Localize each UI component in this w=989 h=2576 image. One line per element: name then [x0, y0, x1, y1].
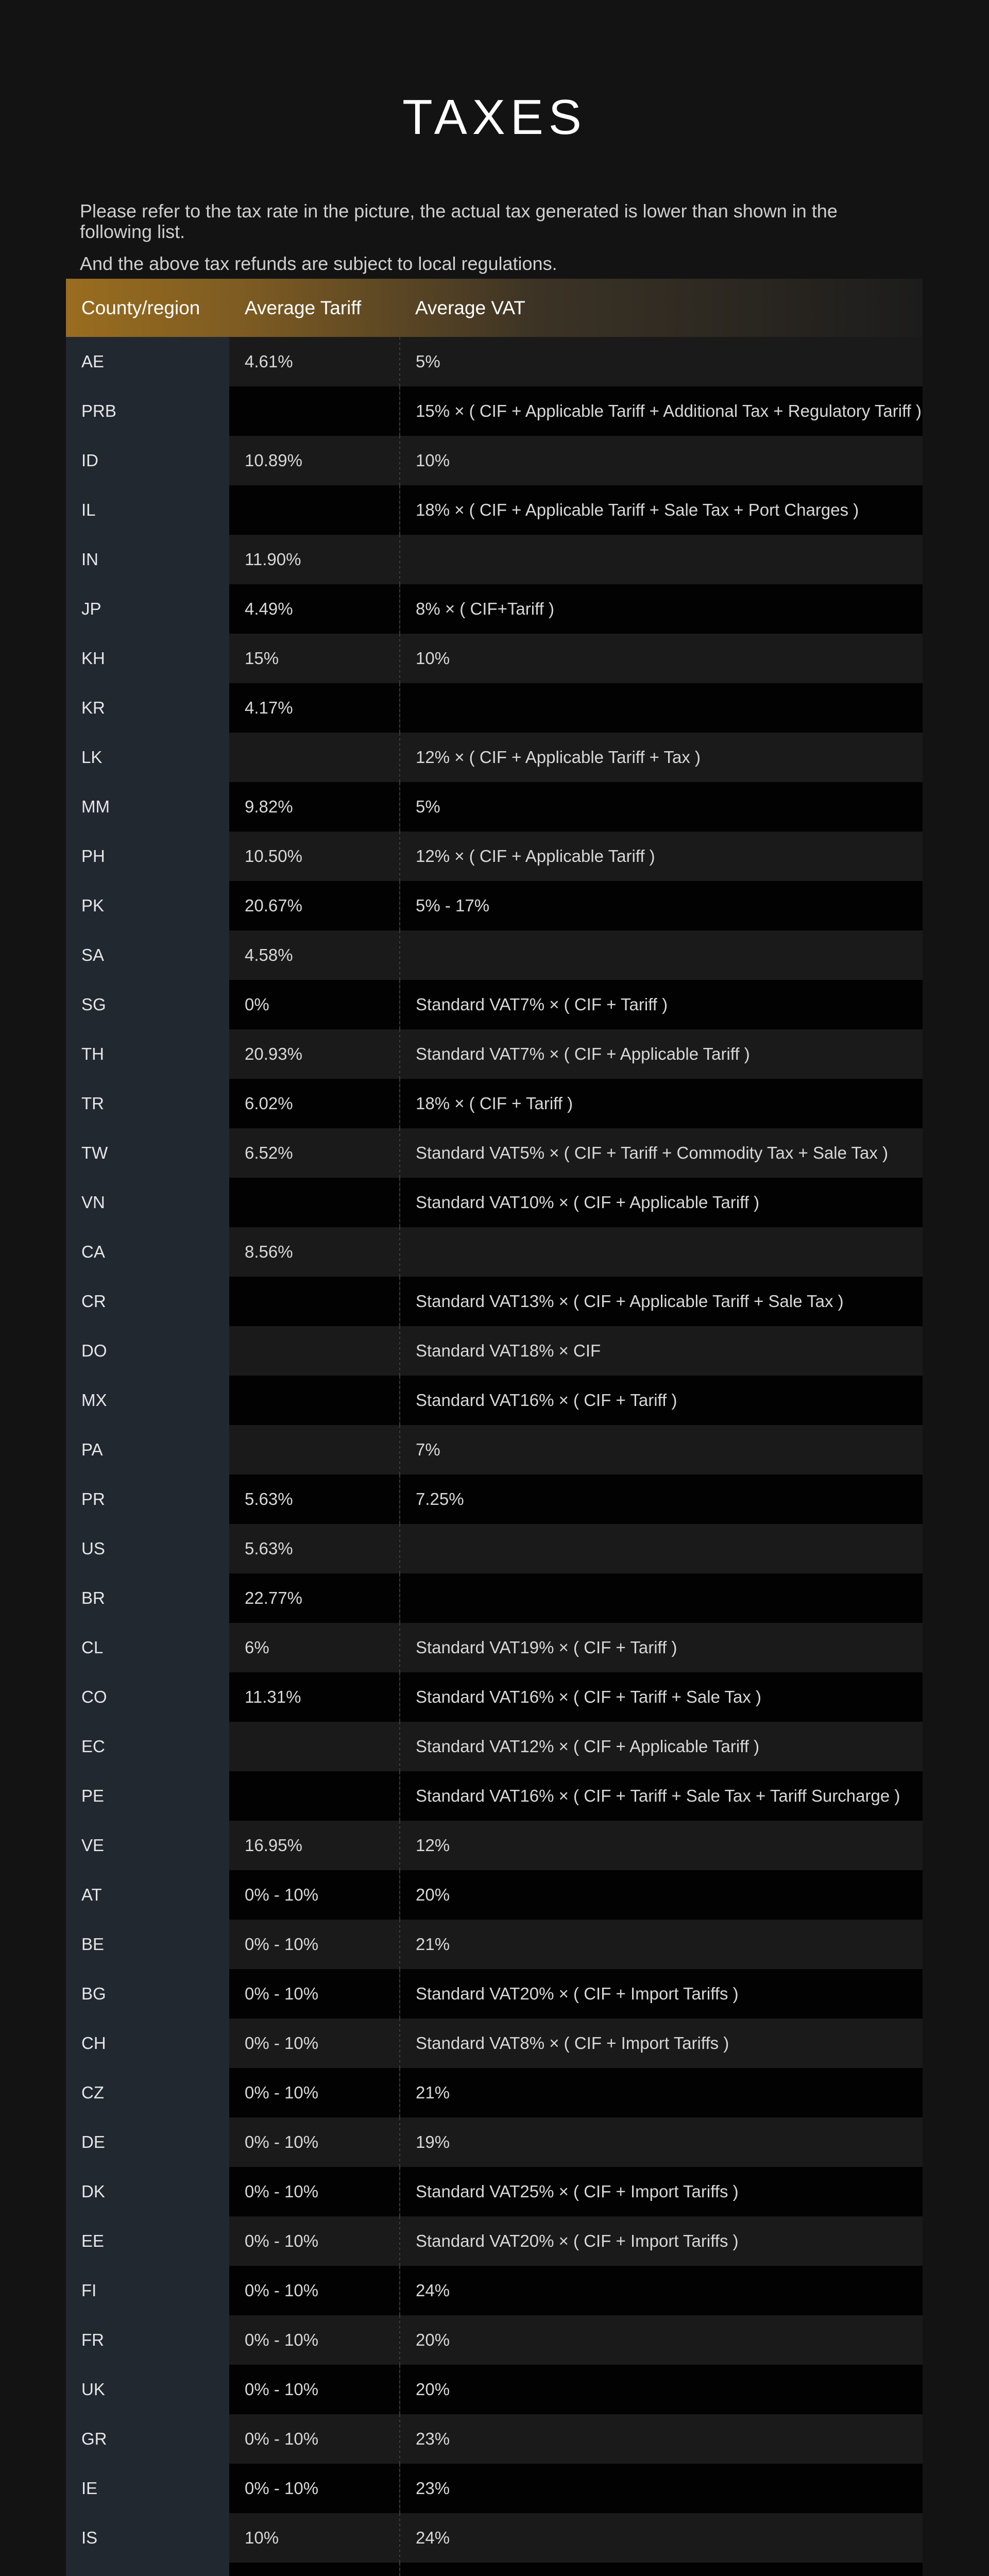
country-code-cell: KR — [66, 683, 229, 733]
average-tariff-cell — [229, 733, 400, 782]
table-row — [66, 683, 923, 733]
country-code-cell: CZ — [66, 2068, 229, 2117]
average-tariff-cell: 0% - 10% — [229, 1870, 400, 1920]
country-code-cell: GR — [66, 2414, 229, 2464]
average-tariff-cell: 0% - 10% — [229, 2068, 400, 2117]
table-row — [66, 1178, 923, 1227]
country-code-cell: PH — [66, 832, 229, 881]
country-code-cell: TW — [66, 1128, 229, 1178]
average-tariff-cell — [229, 1178, 400, 1227]
table-row — [66, 436, 923, 485]
table-row — [66, 1425, 923, 1475]
average-vat-cell: Standard VAT12% × ( CIF + Applicable Tariff ) — [400, 1722, 923, 1771]
average-vat-cell: 23% — [400, 2464, 923, 2513]
average-vat-cell: 18% × ( CIF + Applicable Tariff + Sale Tax + Port Charges ) — [400, 485, 923, 535]
country-code-cell: AE — [66, 337, 229, 386]
country-code-cell: JP — [66, 584, 229, 634]
average-vat-cell: 12% — [400, 1821, 923, 1870]
average-tariff-cell — [229, 485, 400, 535]
table-row — [66, 2513, 923, 2563]
table-row — [66, 1277, 923, 1326]
average-vat-cell: 20% — [400, 2365, 923, 2414]
notes-block — [80, 201, 914, 285]
average-tariff-cell: 0% - 10% — [229, 2117, 400, 2167]
average-tariff-cell: 10.89% — [229, 436, 400, 485]
average-vat-cell: 12% × ( CIF + Applicable Tariff + Tax ) — [400, 733, 923, 782]
average-vat-cell: 8% × ( CIF+Tariff ) — [400, 584, 923, 634]
table-row — [66, 1870, 923, 1920]
table-row — [66, 2019, 923, 2068]
country-code-cell: IN — [66, 535, 229, 584]
table-row — [66, 1821, 923, 1870]
country-code-cell: EE — [66, 2216, 229, 2266]
table-row — [66, 733, 923, 782]
average-vat-cell: Standard VAT20% × ( CIF + Import Tariffs ) — [400, 2216, 923, 2266]
average-vat-cell: Standard VAT10% × ( CIF + Applicable Tariff ) — [400, 1178, 923, 1227]
average-tariff-cell: 11.90% — [229, 535, 400, 584]
average-tariff-cell: 5.63% — [229, 1524, 400, 1573]
page-title: TAXES — [402, 90, 587, 145]
country-code-cell — [66, 2563, 229, 2576]
country-code-cell: AT — [66, 1870, 229, 1920]
country-code-cell: DE — [66, 2117, 229, 2167]
country-code-cell: ID — [66, 436, 229, 485]
average-vat-cell: 24% — [400, 2513, 923, 2563]
average-tariff-cell: 5.63% — [229, 1475, 400, 1524]
average-vat-cell: 24% — [400, 2266, 923, 2315]
country-code-cell: PE — [66, 1771, 229, 1821]
country-code-cell: US — [66, 1524, 229, 1573]
average-tariff-cell: 10% — [229, 2513, 400, 2563]
note-line: And the above tax refunds are subject to local regulations. — [80, 253, 557, 274]
country-code-cell: PA — [66, 1425, 229, 1475]
average-vat-cell: 5% — [400, 337, 923, 386]
table-row — [66, 634, 923, 683]
tax-table — [66, 279, 923, 2576]
average-tariff-cell — [229, 2563, 400, 2576]
average-tariff-cell: 6% — [229, 1623, 400, 1672]
average-vat-cell: Standard VAT18% × CIF — [400, 1326, 923, 1376]
table-row — [66, 782, 923, 832]
average-tariff-cell: 10.50% — [229, 832, 400, 881]
country-code-cell: CL — [66, 1623, 229, 1672]
country-code-cell: KH — [66, 634, 229, 683]
average-vat-cell: Standard VAT19% × ( CIF + Tariff ) — [400, 1623, 923, 1672]
country-code-cell: TH — [66, 1029, 229, 1079]
table-row — [66, 1475, 923, 1524]
header-country: County/region — [81, 297, 200, 318]
average-vat-cell: 21% — [400, 1920, 923, 1969]
table-row — [66, 485, 923, 535]
country-code-cell: FR — [66, 2315, 229, 2365]
average-tariff-cell — [229, 1425, 400, 1475]
header-average-vat: Average VAT — [415, 297, 525, 318]
table-row — [66, 1326, 923, 1376]
average-vat-cell: Standard VAT5% × ( CIF + Tariff + Commodity Tax + Sale Tax ) — [400, 1128, 923, 1178]
table-row — [66, 1524, 923, 1573]
average-tariff-cell: 0% - 10% — [229, 2365, 400, 2414]
table-row — [66, 1029, 923, 1079]
average-vat-cell — [400, 1227, 923, 1277]
average-tariff-cell: 0% - 10% — [229, 2266, 400, 2315]
average-vat-cell: Standard VAT13% × ( CIF + Applicable Tariff + Sale Tax ) — [400, 1277, 923, 1326]
average-vat-cell: 20% — [400, 1870, 923, 1920]
average-vat-cell — [400, 2563, 923, 2576]
country-code-cell: PK — [66, 881, 229, 930]
table-row — [66, 2068, 923, 2117]
average-tariff-cell: 0% - 10% — [229, 1920, 400, 1969]
country-code-cell: DO — [66, 1326, 229, 1376]
note-line: Please refer to the tax rate in the picture, the actual tax generated is lower than shown in the following list. — [80, 200, 838, 242]
table-row — [66, 1722, 923, 1771]
average-tariff-cell: 0% - 10% — [229, 2315, 400, 2365]
average-tariff-cell — [229, 386, 400, 436]
country-code-cell: DK — [66, 2167, 229, 2216]
average-tariff-cell: 0% - 10% — [229, 2019, 400, 2068]
average-vat-cell: Standard VAT16% × ( CIF + Tariff + Sale Tax ) — [400, 1672, 923, 1722]
average-tariff-cell: 8.56% — [229, 1227, 400, 1277]
table-row — [66, 1623, 923, 1672]
average-vat-cell: Standard VAT16% × ( CIF + Tariff ) — [400, 1376, 923, 1425]
country-code-cell: TR — [66, 1079, 229, 1128]
average-vat-cell: Standard VAT8% × ( CIF + Import Tariffs ) — [400, 2019, 923, 2068]
average-tariff-cell: 20.93% — [229, 1029, 400, 1079]
average-tariff-cell: 4.58% — [229, 930, 400, 980]
table-row — [66, 1128, 923, 1178]
average-vat-cell: 5% - 17% — [400, 881, 923, 930]
country-code-cell: FI — [66, 2266, 229, 2315]
average-vat-cell — [400, 1573, 923, 1623]
country-code-cell: PRB — [66, 386, 229, 436]
average-tariff-cell — [229, 1722, 400, 1771]
header-average-tariff: Average Tariff — [245, 297, 362, 318]
country-code-cell: EC — [66, 1722, 229, 1771]
country-code-cell: BR — [66, 1573, 229, 1623]
average-tariff-cell: 0% - 10% — [229, 1969, 400, 2019]
table-row — [66, 584, 923, 634]
tax-table-container — [66, 279, 923, 2576]
average-tariff-cell: 9.82% — [229, 782, 400, 832]
average-tariff-cell: 20.67% — [229, 881, 400, 930]
average-vat-cell: 7.25% — [400, 1475, 923, 1524]
average-tariff-cell: 4.49% — [229, 584, 400, 634]
table-row — [66, 980, 923, 1029]
country-code-cell: CO — [66, 1672, 229, 1722]
average-vat-cell: 20% — [400, 2315, 923, 2365]
average-vat-cell — [400, 1524, 923, 1573]
table-row — [66, 1079, 923, 1128]
country-code-cell: VN — [66, 1178, 229, 1227]
average-tariff-cell — [229, 1326, 400, 1376]
table-row — [66, 337, 923, 386]
table-row — [66, 1227, 923, 1277]
country-code-cell: BE — [66, 1920, 229, 1969]
average-tariff-cell: 0% — [229, 980, 400, 1029]
table-row — [66, 535, 923, 584]
average-tariff-cell: 4.17% — [229, 683, 400, 733]
table-row — [66, 2216, 923, 2266]
table-header-row — [66, 279, 923, 337]
country-code-cell: IL — [66, 485, 229, 535]
average-vat-cell — [400, 535, 923, 584]
table-row — [66, 2266, 923, 2315]
table-row — [66, 2167, 923, 2216]
average-vat-cell: 5% — [400, 782, 923, 832]
average-tariff-cell: 0% - 10% — [229, 2414, 400, 2464]
country-code-cell: LK — [66, 733, 229, 782]
average-tariff-cell: 15% — [229, 634, 400, 683]
average-vat-cell: 12% × ( CIF + Applicable Tariff ) — [400, 832, 923, 881]
table-row — [66, 1672, 923, 1722]
average-vat-cell: Standard VAT16% × ( CIF + Tariff + Sale Tax + Tariff Surcharge ) — [400, 1771, 923, 1821]
average-vat-cell: 19% — [400, 2117, 923, 2167]
table-row — [66, 386, 923, 436]
average-vat-cell: 10% — [400, 436, 923, 485]
country-code-cell: BG — [66, 1969, 229, 2019]
average-vat-cell: Standard VAT7% × ( CIF + Tariff ) — [400, 980, 923, 1029]
average-vat-cell: 7% — [400, 1425, 923, 1475]
country-code-cell: CR — [66, 1277, 229, 1326]
average-tariff-cell: 0% - 10% — [229, 2464, 400, 2513]
country-code-cell: SA — [66, 930, 229, 980]
country-code-cell: CA — [66, 1227, 229, 1277]
average-vat-cell: 10% — [400, 634, 923, 683]
table-row — [66, 930, 923, 980]
table-row — [66, 2315, 923, 2365]
average-tariff-cell: 6.52% — [229, 1128, 400, 1178]
table-row — [66, 2563, 923, 2576]
country-code-cell: IS — [66, 2513, 229, 2563]
table-row — [66, 832, 923, 881]
table-body — [66, 337, 923, 2576]
table-row — [66, 1376, 923, 1425]
country-code-cell: MM — [66, 782, 229, 832]
average-vat-cell: Standard VAT7% × ( CIF + Applicable Tariff ) — [400, 1029, 923, 1079]
table-row — [66, 2365, 923, 2414]
table-row — [66, 1920, 923, 1969]
average-vat-cell: Standard VAT20% × ( CIF + Import Tariffs ) — [400, 1969, 923, 2019]
average-tariff-cell — [229, 1376, 400, 1425]
table-row — [66, 1573, 923, 1623]
country-code-cell: MX — [66, 1376, 229, 1425]
country-code-cell: SG — [66, 980, 229, 1029]
average-vat-cell: 21% — [400, 2068, 923, 2117]
table-row — [66, 881, 923, 930]
average-vat-cell — [400, 683, 923, 733]
average-vat-cell: 15% × ( CIF + Applicable Tariff + Additional Tax + Regulatory Tariff ) — [400, 386, 923, 436]
country-code-cell: PR — [66, 1475, 229, 1524]
average-vat-cell: Standard VAT25% × ( CIF + Import Tariffs ) — [400, 2167, 923, 2216]
average-vat-cell — [400, 930, 923, 980]
table-row — [66, 2464, 923, 2513]
average-vat-cell: 18% × ( CIF + Tariff ) — [400, 1079, 923, 1128]
table-row — [66, 1771, 923, 1821]
average-tariff-cell: 22.77% — [229, 1573, 400, 1623]
country-code-cell: UK — [66, 2365, 229, 2414]
average-tariff-cell: 16.95% — [229, 1821, 400, 1870]
country-code-cell: IE — [66, 2464, 229, 2513]
average-tariff-cell: 4.61% — [229, 337, 400, 386]
table-row — [66, 2117, 923, 2167]
table-row — [66, 2414, 923, 2464]
average-tariff-cell: 6.02% — [229, 1079, 400, 1128]
average-tariff-cell — [229, 1277, 400, 1326]
average-tariff-cell: 0% - 10% — [229, 2167, 400, 2216]
table-row — [66, 1969, 923, 2019]
average-tariff-cell — [229, 1771, 400, 1821]
country-code-cell: CH — [66, 2019, 229, 2068]
average-tariff-cell: 0% - 10% — [229, 2216, 400, 2266]
average-tariff-cell: 11.31% — [229, 1672, 400, 1722]
average-vat-cell: 23% — [400, 2414, 923, 2464]
country-code-cell: VE — [66, 1821, 229, 1870]
